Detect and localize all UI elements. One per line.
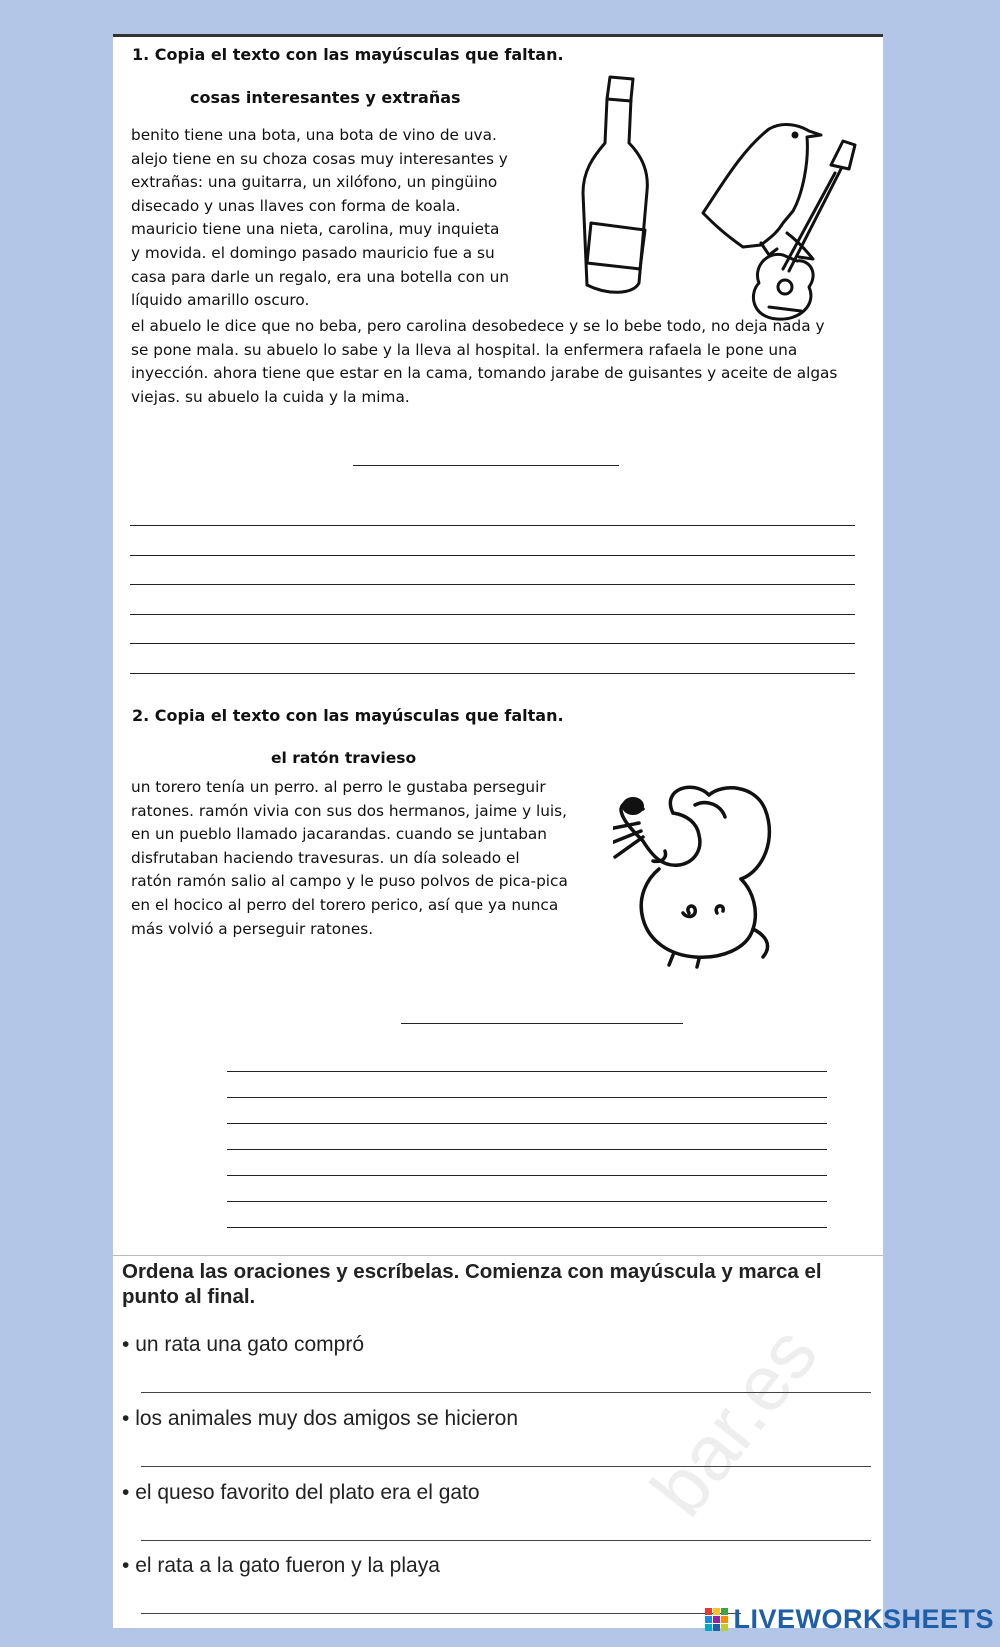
answer-line[interactable] bbox=[141, 1392, 871, 1393]
section3-instruction: Ordena las oraciones y escríbelas. Comienza con mayúscula y marca el punto al final. bbox=[122, 1260, 822, 1308]
answer-line[interactable] bbox=[130, 584, 855, 585]
answer-line[interactable] bbox=[227, 1071, 827, 1072]
answer-line[interactable] bbox=[227, 1123, 827, 1124]
sentence-item: • el rata a la gato fueron y la playa bbox=[122, 1554, 440, 1578]
section1-story-title: cosas interesantes y extrañas bbox=[190, 88, 461, 107]
answer-line[interactable] bbox=[141, 1540, 871, 1541]
mouse-illustration bbox=[613, 779, 783, 969]
section1-text-full: el abuelo le dice que no beba, pero carolina desobedece y se lo bebe todo, no deja nada y se pone mala. su abuelo lo sabe y la lleva al hospital. la enfermera rafaela le pone una inyección. ahora tiene que estar en la cama, tomando jarabe de guisantes y aceite de algas viejas. su abuelo la cuida y la mima. bbox=[131, 317, 838, 406]
answer-line[interactable] bbox=[130, 673, 855, 674]
liveworksheets-logo[interactable] bbox=[705, 1604, 994, 1635]
section-divider bbox=[113, 1255, 883, 1256]
answer-line[interactable] bbox=[227, 1227, 827, 1228]
title-answer-line[interactable] bbox=[401, 1023, 683, 1024]
section2-text: un torero tenía un perro. al perro le gustaba perseguir ratones. ramón vivia con sus dos hermanos, jaime y luis, en un pueblo llamado jacarandas. cuando se juntaban disfrutaban haciendo travesuras. un día soleado el ratón ramón salio al campo y le puso polvos de pica-pica en el hocico al perro del torero perico, así que ya nunca más volvió a perseguir ratones. bbox=[131, 778, 568, 938]
answer-line[interactable] bbox=[227, 1149, 827, 1150]
bottle-penguin-guitar-illustration bbox=[573, 73, 873, 323]
answer-line[interactable] bbox=[130, 525, 855, 526]
section2-story-title: el ratón travieso bbox=[271, 749, 417, 767]
liveworksheets-logo-text: LIVEWORKSHEETS bbox=[733, 1604, 994, 1634]
answer-line[interactable] bbox=[141, 1466, 871, 1467]
section2-instruction: 2. Copia el texto con las mayúsculas que faltan. bbox=[132, 706, 564, 725]
answer-line[interactable] bbox=[130, 614, 855, 615]
liveworksheets-logo-icon bbox=[705, 1608, 729, 1632]
section1-instruction: 1. Copia el texto con las mayúsculas que faltan. bbox=[132, 45, 564, 64]
section1-text-wrap: benito tiene una bota, una bota de vino de uva. alejo tiene en su choza cosas muy interesantes y extrañas: una guitarra, un xilófono, un pingüino disecado y unas llaves con forma de koala. mauricio tiene una nieta, carolina, muy inquieta y movida. el domingo pasado mauricio fue a su casa para darle un regalo, era una botella con un líquido amarillo oscuro. bbox=[131, 126, 510, 310]
answer-line[interactable] bbox=[227, 1175, 827, 1176]
watermark: bar.es bbox=[633, 1310, 834, 1532]
sentence-item: • los animales muy dos amigos se hicieron bbox=[122, 1407, 518, 1431]
sentence-item: • el queso favorito del plato era el gato bbox=[122, 1481, 480, 1505]
answer-line[interactable] bbox=[130, 555, 855, 556]
answer-line[interactable] bbox=[227, 1097, 827, 1098]
answer-line[interactable] bbox=[227, 1201, 827, 1202]
sentence-item: • un rata una gato compró bbox=[122, 1333, 364, 1357]
title-answer-line[interactable] bbox=[353, 465, 619, 466]
worksheet-page bbox=[113, 34, 883, 1628]
answer-line[interactable] bbox=[141, 1613, 741, 1614]
answer-line[interactable] bbox=[130, 643, 855, 644]
